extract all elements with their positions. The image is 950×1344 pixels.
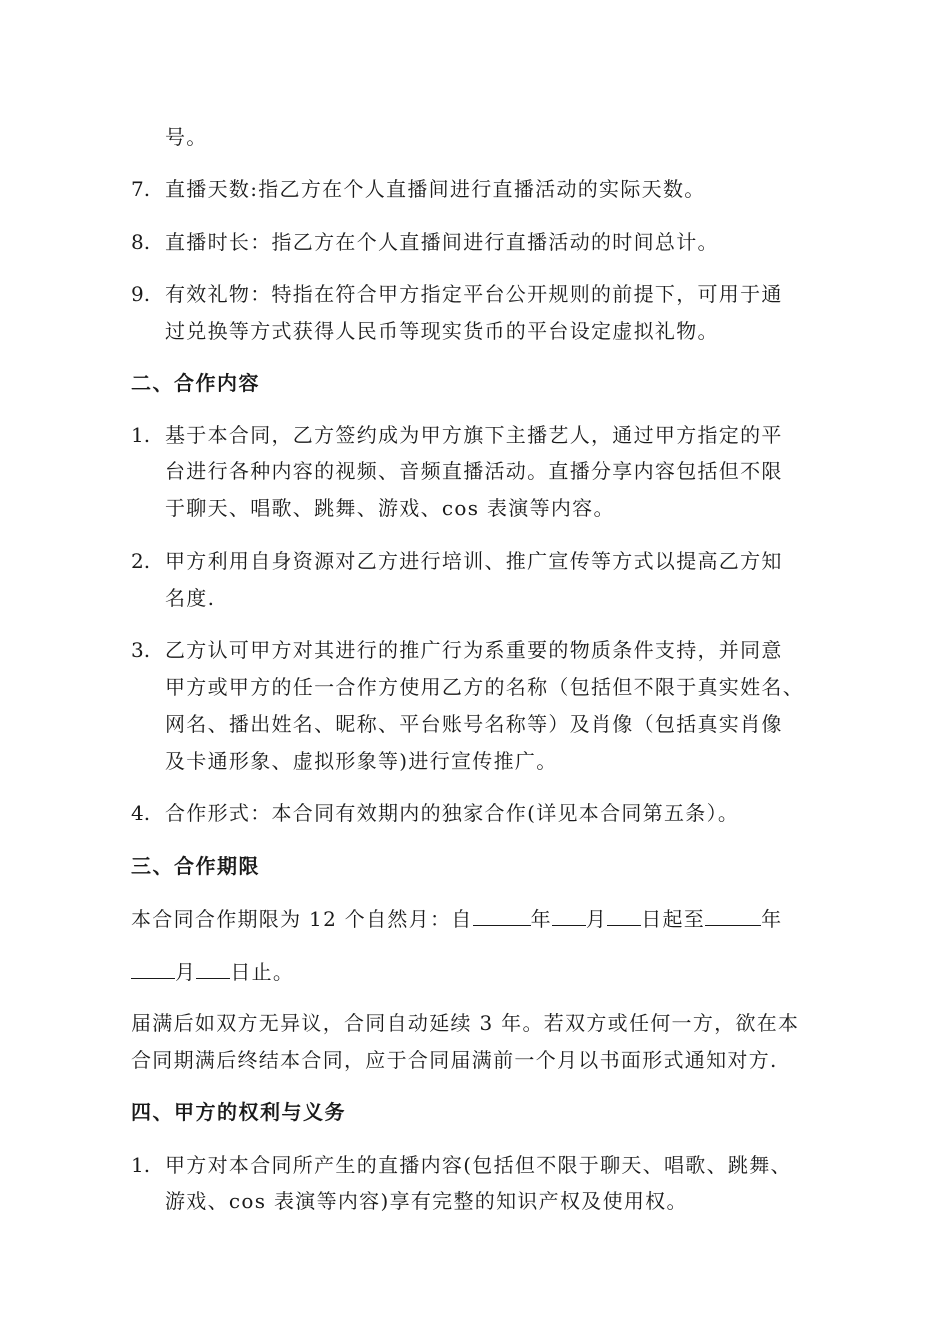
month-blank <box>131 956 175 979</box>
list-number: 8. <box>131 230 151 254</box>
list-number: 4. <box>131 801 151 825</box>
renewal-paragraph: 合同期满后终结本合同，应于合同届满前一个月以书面形式通知对方. <box>131 1048 778 1072</box>
list-item-text: 合作形式：本合同有效期内的独家合作(详见本合同第五条）。 <box>165 801 740 825</box>
list-number: 1. <box>131 423 151 447</box>
list-item-text: 乙方认可甲方对其进行的推广行为系重要的物质条件支持，并同意 <box>165 638 783 662</box>
term-text: 本合同合作期限为 12 个自然月：自 <box>131 907 473 931</box>
section-heading: 四、甲方的权利与义务 <box>131 1100 346 1124</box>
term-paragraph <box>131 956 294 987</box>
term-text: 日起至 <box>641 907 706 931</box>
list-item-text: 游戏、cos 表演等内容)享有完整的知识产权及使用权。 <box>165 1189 688 1213</box>
term-paragraph <box>131 903 782 934</box>
section-heading: 二、合作内容 <box>131 371 260 395</box>
day-blank <box>196 956 230 979</box>
continued-line: 号。 <box>165 125 208 149</box>
list-number: 3. <box>131 638 151 662</box>
list-item-text: 甲方利用自身资源对乙方进行培训、推广宣传等方式以提高乙方知 <box>165 549 783 573</box>
list-number: 9. <box>131 282 151 306</box>
list-item-text: 于聊天、唱歌、跳舞、游戏、cos 表演等内容。 <box>165 496 615 520</box>
year-blank <box>705 903 761 926</box>
term-text: 月 <box>175 960 197 984</box>
list-item-text: 直播天数:指乙方在个人直播间进行直播活动的实际天数。 <box>165 177 706 201</box>
year-blank <box>473 903 531 926</box>
term-text: 年 <box>530 907 552 931</box>
term-text: 日止。 <box>230 960 295 984</box>
renewal-paragraph: 届满后如双方无异议，合同自动延续 3 年。若双方或任何一方，欲在本 <box>131 1011 800 1035</box>
list-item-text: 直播时长：指乙方在个人直播间进行直播活动的时间总计。 <box>165 230 719 254</box>
list-item-text: 过兑换等方式获得人民币等现实货币的平台设定虚拟礼物。 <box>165 319 719 343</box>
list-item-text: 及卡通形象、虚拟形象等)进行宣传推广。 <box>165 749 558 773</box>
list-number: 2. <box>131 549 151 573</box>
list-number: 7. <box>131 177 151 201</box>
term-text: 月 <box>585 907 608 931</box>
section-heading: 三、合作期限 <box>131 854 260 878</box>
list-number: 1. <box>131 1153 151 1177</box>
list-item-text: 台进行各种内容的视频、音频直播活动。直播分享内容包括但不限 <box>165 459 783 483</box>
list-item-text: 名度. <box>165 586 216 610</box>
list-item-text: 基于本合同，乙方签约成为甲方旗下主播艺人，通过甲方指定的平 <box>165 423 783 447</box>
list-item-text: 网名、播出姓名、昵称、平台账号名称等）及肖像（包括真实肖像 <box>165 712 783 736</box>
list-item-text: 有效礼物：特指在符合甲方指定平台公开规则的前提下，可用于通 <box>165 282 783 306</box>
list-item-text: 甲方对本合同所产生的直播内容(包括但不限于聊天、唱歌、跳舞、 <box>165 1153 792 1177</box>
month-blank <box>552 903 586 926</box>
day-blank <box>607 903 641 926</box>
term-text: 年 <box>761 907 783 931</box>
list-item-text: 甲方或甲方的任一合作方使用乙方的名称（包括但不限于真实姓名、 <box>165 675 804 699</box>
